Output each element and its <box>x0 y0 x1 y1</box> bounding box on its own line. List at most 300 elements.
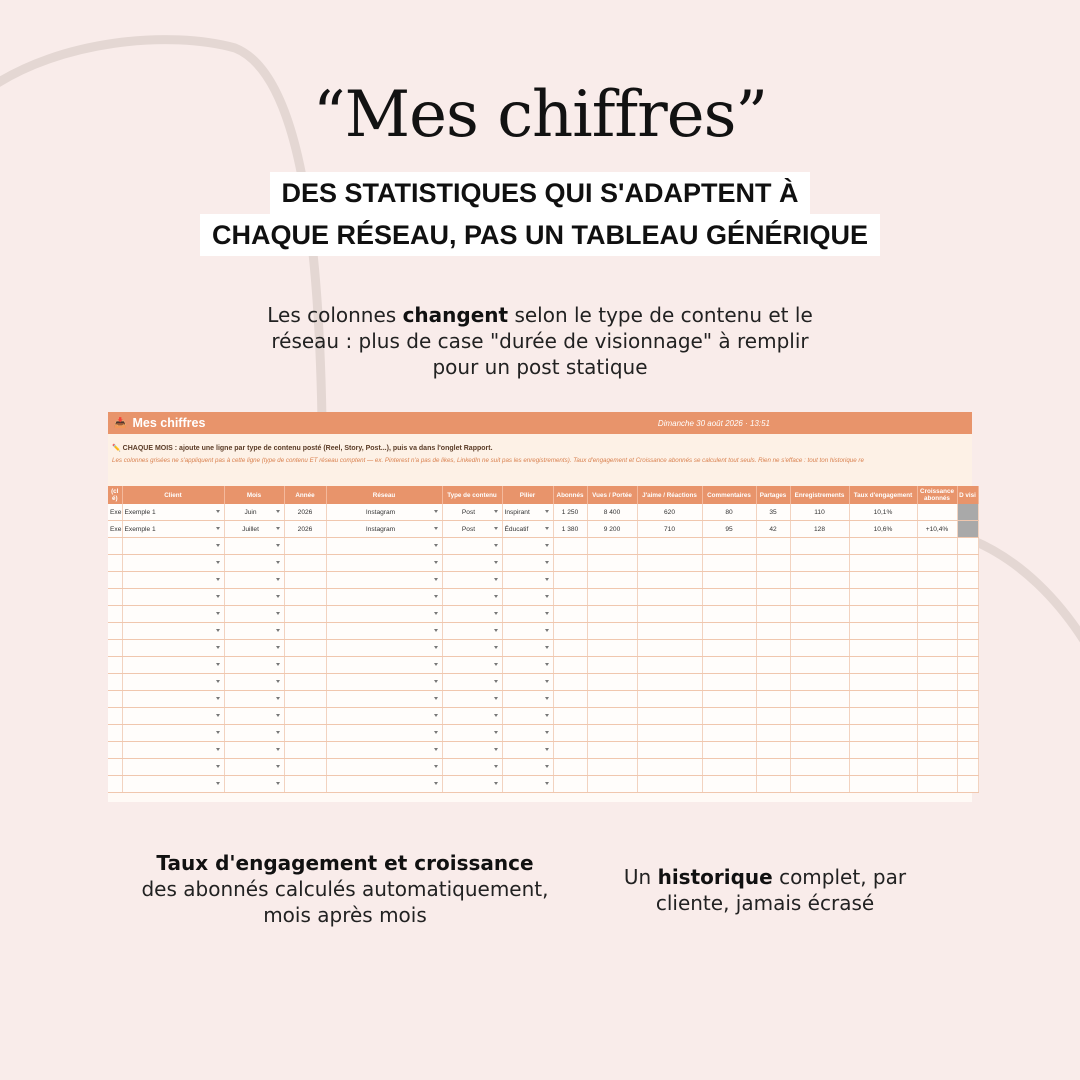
dropdown-cell[interactable] <box>122 623 224 640</box>
table-cell[interactable]: 1 380 <box>553 521 587 538</box>
dropdown-cell[interactable] <box>224 657 284 674</box>
column-header[interactable]: Type de contenu <box>442 486 502 504</box>
dropdown-cell[interactable] <box>442 606 502 623</box>
table-cell[interactable] <box>917 708 957 725</box>
table-cell[interactable] <box>553 589 587 606</box>
dropdown-cell[interactable] <box>326 555 442 572</box>
table-cell[interactable] <box>284 572 326 589</box>
table-cell[interactable] <box>284 606 326 623</box>
table-cell[interactable] <box>702 657 756 674</box>
table-cell[interactable] <box>587 725 637 742</box>
dropdown-cell[interactable] <box>224 674 284 691</box>
table-cell[interactable] <box>917 555 957 572</box>
dropdown-cell[interactable] <box>326 657 442 674</box>
table-cell[interactable] <box>957 674 978 691</box>
intro-part-2: selon le type de contenu et le réseau : plus de case "durée de visionnage" à remplir pour un post statique <box>271 303 813 379</box>
table-cell[interactable] <box>790 708 849 725</box>
dropdown-cell[interactable] <box>326 538 442 555</box>
dropdown-cell[interactable] <box>326 606 442 623</box>
dropdown-cell[interactable] <box>442 742 502 759</box>
table-cell[interactable] <box>917 725 957 742</box>
page-title: “Mes chiffres” <box>312 78 768 152</box>
dropdown-cell[interactable] <box>502 555 553 572</box>
dropdown-cell[interactable] <box>442 725 502 742</box>
dropdown-cell[interactable] <box>122 555 224 572</box>
table-cell[interactable] <box>108 572 122 589</box>
table-cell[interactable] <box>284 538 326 555</box>
column-header[interactable]: Pilier <box>502 486 553 504</box>
table-cell[interactable] <box>702 623 756 640</box>
table-cell[interactable] <box>849 538 917 555</box>
table-cell[interactable] <box>756 572 790 589</box>
table-cell[interactable] <box>756 640 790 657</box>
table-cell[interactable] <box>553 742 587 759</box>
table-cell[interactable] <box>284 742 326 759</box>
table-cell[interactable] <box>790 725 849 742</box>
dropdown-cell[interactable] <box>502 742 553 759</box>
dropdown-cell[interactable] <box>224 606 284 623</box>
dropdown-cell[interactable] <box>122 759 224 776</box>
table-cell[interactable] <box>637 623 702 640</box>
dropdown-cell[interactable] <box>442 623 502 640</box>
table-cell[interactable] <box>957 572 978 589</box>
dropdown-cell[interactable] <box>502 691 553 708</box>
table-cell[interactable] <box>702 555 756 572</box>
dropdown-cell[interactable]: Instagram <box>326 521 442 538</box>
table-cell[interactable]: 2026 <box>284 504 326 521</box>
table-cell[interactable]: 80 <box>702 504 756 521</box>
table-cell[interactable] <box>917 589 957 606</box>
table-cell[interactable] <box>849 691 917 708</box>
table-cell[interactable] <box>108 691 122 708</box>
table-cell[interactable] <box>637 572 702 589</box>
dropdown-cell[interactable] <box>224 776 284 793</box>
table-cell[interactable] <box>756 708 790 725</box>
table-cell[interactable] <box>790 691 849 708</box>
dropdown-cell[interactable] <box>122 572 224 589</box>
dropdown-cell[interactable] <box>326 725 442 742</box>
table-cell[interactable] <box>553 555 587 572</box>
column-header[interactable]: Partages <box>756 486 790 504</box>
dropdown-cell[interactable] <box>326 589 442 606</box>
table-cell[interactable] <box>553 674 587 691</box>
table-cell[interactable] <box>108 555 122 572</box>
table-cell[interactable] <box>957 776 978 793</box>
table-cell[interactable] <box>587 623 637 640</box>
table-cell[interactable] <box>553 640 587 657</box>
table-cell[interactable] <box>587 589 637 606</box>
table-cell[interactable] <box>284 776 326 793</box>
table-cell[interactable] <box>637 606 702 623</box>
table-cell[interactable] <box>756 759 790 776</box>
table-cell[interactable] <box>284 555 326 572</box>
table-row <box>108 572 978 589</box>
table-cell[interactable] <box>553 606 587 623</box>
table-cell[interactable] <box>587 555 637 572</box>
dropdown-cell[interactable] <box>502 606 553 623</box>
dropdown-cell[interactable] <box>224 555 284 572</box>
table-cell[interactable] <box>637 708 702 725</box>
table-cell[interactable] <box>702 640 756 657</box>
table-cell[interactable] <box>637 640 702 657</box>
dropdown-cell[interactable] <box>502 640 553 657</box>
dropdown-cell[interactable] <box>224 759 284 776</box>
dropdown-cell[interactable] <box>442 708 502 725</box>
table-cell[interactable] <box>917 674 957 691</box>
table-cell[interactable] <box>553 776 587 793</box>
table-cell[interactable] <box>790 589 849 606</box>
table-cell[interactable] <box>756 691 790 708</box>
table-cell[interactable] <box>849 776 917 793</box>
table-cell[interactable] <box>957 538 978 555</box>
dropdown-cell[interactable] <box>224 538 284 555</box>
table-cell[interactable] <box>790 742 849 759</box>
table-cell[interactable] <box>702 538 756 555</box>
table-cell[interactable] <box>957 657 978 674</box>
table-cell[interactable] <box>756 555 790 572</box>
table-cell[interactable]: 95 <box>702 521 756 538</box>
table-cell[interactable] <box>702 674 756 691</box>
table-cell[interactable] <box>957 623 978 640</box>
table-cell[interactable] <box>553 759 587 776</box>
table-cell[interactable] <box>284 623 326 640</box>
dropdown-cell[interactable] <box>224 623 284 640</box>
table-cell[interactable] <box>108 606 122 623</box>
table-cell[interactable] <box>849 657 917 674</box>
table-cell[interactable]: 1 250 <box>553 504 587 521</box>
dropdown-cell[interactable] <box>326 776 442 793</box>
column-header[interactable]: Année <box>284 486 326 504</box>
table-cell[interactable] <box>587 742 637 759</box>
dropdown-cell[interactable] <box>122 657 224 674</box>
spreadsheet-icon: 📥 <box>114 417 127 429</box>
sheet-header <box>108 412 972 434</box>
column-header[interactable]: Taux d'engagement <box>849 486 917 504</box>
column-header[interactable]: Enregistrements <box>790 486 849 504</box>
table-cell[interactable] <box>849 606 917 623</box>
dropdown-cell[interactable] <box>442 691 502 708</box>
table-cell[interactable] <box>756 589 790 606</box>
table-cell[interactable] <box>702 691 756 708</box>
dropdown-cell[interactable] <box>326 691 442 708</box>
table-cell[interactable] <box>917 572 957 589</box>
table-cell[interactable] <box>702 742 756 759</box>
table-cell[interactable] <box>587 708 637 725</box>
table-cell[interactable] <box>957 555 978 572</box>
dropdown-cell[interactable] <box>442 538 502 555</box>
table-cell[interactable] <box>756 776 790 793</box>
dropdown-cell[interactable] <box>122 589 224 606</box>
table-cell[interactable]: 110 <box>790 504 849 521</box>
table-cell[interactable] <box>957 759 978 776</box>
table-cell[interactable] <box>790 538 849 555</box>
table-cell[interactable] <box>917 606 957 623</box>
dropdown-cell[interactable]: Inspirant <box>502 504 553 521</box>
table-cell[interactable] <box>957 725 978 742</box>
table-cell[interactable] <box>284 657 326 674</box>
table-cell[interactable] <box>849 674 917 691</box>
table-cell[interactable] <box>108 640 122 657</box>
table-cell[interactable] <box>284 708 326 725</box>
table-cell[interactable] <box>587 759 637 776</box>
table-cell[interactable] <box>637 776 702 793</box>
table-cell[interactable]: 8 400 <box>587 504 637 521</box>
dropdown-cell[interactable] <box>326 640 442 657</box>
dropdown-cell[interactable] <box>442 674 502 691</box>
table-cell[interactable] <box>790 657 849 674</box>
table-cell[interactable]: Exe <box>108 504 122 521</box>
dropdown-cell[interactable] <box>122 674 224 691</box>
dropdown-cell[interactable] <box>502 623 553 640</box>
table-cell[interactable] <box>587 657 637 674</box>
table-cell[interactable] <box>702 589 756 606</box>
dropdown-cell[interactable] <box>224 708 284 725</box>
dropdown-cell[interactable] <box>442 589 502 606</box>
table-cell[interactable] <box>587 606 637 623</box>
table-cell[interactable] <box>917 640 957 657</box>
table-cell[interactable] <box>587 691 637 708</box>
table-cell[interactable] <box>790 572 849 589</box>
table-cell[interactable] <box>553 572 587 589</box>
dropdown-cell[interactable] <box>122 606 224 623</box>
feature-left-bold: Taux d'engagement et croissance <box>156 851 534 875</box>
table-cell[interactable] <box>957 504 978 521</box>
table-cell[interactable] <box>108 759 122 776</box>
table-cell[interactable] <box>849 572 917 589</box>
dropdown-cell[interactable] <box>224 691 284 708</box>
table-cell[interactable] <box>756 538 790 555</box>
table-cell[interactable] <box>587 640 637 657</box>
table-cell[interactable] <box>637 691 702 708</box>
table-cell[interactable]: 35 <box>756 504 790 521</box>
column-header[interactable]: Vues / Portée <box>587 486 637 504</box>
table-cell[interactable] <box>917 776 957 793</box>
table-cell[interactable] <box>587 674 637 691</box>
dropdown-cell[interactable]: Post <box>442 521 502 538</box>
table-cell[interactable]: 42 <box>756 521 790 538</box>
table-cell[interactable] <box>284 725 326 742</box>
table-row <box>108 521 978 538</box>
table-cell[interactable] <box>702 572 756 589</box>
table-cell[interactable] <box>917 742 957 759</box>
table-cell[interactable] <box>957 691 978 708</box>
table-cell[interactable] <box>756 606 790 623</box>
table-cell[interactable] <box>553 708 587 725</box>
dropdown-cell[interactable] <box>122 640 224 657</box>
table-cell[interactable] <box>790 623 849 640</box>
column-header[interactable]: Abonnés <box>553 486 587 504</box>
table-cell[interactable] <box>637 742 702 759</box>
dropdown-cell[interactable]: Exemple 1 <box>122 504 224 521</box>
table-cell[interactable] <box>917 504 957 521</box>
table-cell[interactable] <box>637 759 702 776</box>
column-header[interactable]: Croissance abonnés <box>917 486 957 504</box>
table-cell[interactable] <box>108 742 122 759</box>
table-cell[interactable] <box>284 759 326 776</box>
table-cell[interactable]: +10,4% <box>917 521 957 538</box>
dropdown-cell[interactable] <box>326 674 442 691</box>
table-cell[interactable] <box>284 674 326 691</box>
table-cell[interactable] <box>702 759 756 776</box>
table-cell[interactable] <box>756 725 790 742</box>
dropdown-cell[interactable] <box>122 776 224 793</box>
table-cell[interactable] <box>108 623 122 640</box>
table-cell[interactable] <box>917 538 957 555</box>
table-cell[interactable] <box>553 657 587 674</box>
table-cell[interactable] <box>702 776 756 793</box>
dropdown-cell[interactable] <box>502 589 553 606</box>
dropdown-cell[interactable] <box>224 572 284 589</box>
table-cell[interactable] <box>849 708 917 725</box>
table-cell[interactable]: 128 <box>790 521 849 538</box>
table-row <box>108 555 978 572</box>
dropdown-cell[interactable] <box>122 708 224 725</box>
column-header[interactable]: Mois <box>224 486 284 504</box>
table-cell[interactable] <box>849 589 917 606</box>
table-cell[interactable]: 10,1% <box>849 504 917 521</box>
dropdown-cell[interactable] <box>502 657 553 674</box>
dropdown-cell[interactable] <box>502 572 553 589</box>
table-cell[interactable] <box>790 640 849 657</box>
table-cell[interactable]: 620 <box>637 504 702 521</box>
table-cell[interactable] <box>108 657 122 674</box>
table-cell[interactable] <box>587 776 637 793</box>
table-cell[interactable] <box>702 725 756 742</box>
table-cell[interactable] <box>917 759 957 776</box>
dropdown-cell[interactable] <box>326 572 442 589</box>
table-cell[interactable] <box>587 572 637 589</box>
dropdown-cell[interactable] <box>442 657 502 674</box>
dropdown-cell[interactable] <box>326 708 442 725</box>
table-cell[interactable] <box>284 589 326 606</box>
dropdown-cell[interactable] <box>442 572 502 589</box>
column-header[interactable]: (cl é) <box>108 486 122 504</box>
table-cell[interactable] <box>637 538 702 555</box>
table-cell[interactable] <box>284 691 326 708</box>
table-cell[interactable] <box>108 674 122 691</box>
table-cell[interactable]: 9 200 <box>587 521 637 538</box>
table-cell[interactable] <box>790 776 849 793</box>
dropdown-cell[interactable] <box>326 742 442 759</box>
feature-left-text: des abonnés calculés automatiquement, mois après mois <box>141 877 549 927</box>
table-cell[interactable] <box>108 725 122 742</box>
table-cell[interactable] <box>637 657 702 674</box>
table-cell[interactable] <box>108 776 122 793</box>
table-cell[interactable] <box>957 742 978 759</box>
dropdown-cell[interactable]: Juin <box>224 504 284 521</box>
table-cell[interactable]: 10,6% <box>849 521 917 538</box>
table-row <box>108 674 978 691</box>
dropdown-cell[interactable]: Exemple 1 <box>122 521 224 538</box>
table-cell[interactable] <box>917 691 957 708</box>
column-header[interactable]: Client <box>122 486 224 504</box>
table-cell[interactable] <box>108 708 122 725</box>
table-cell[interactable] <box>284 640 326 657</box>
table-cell[interactable] <box>849 725 917 742</box>
column-header[interactable]: J'aime / Réactions <box>637 486 702 504</box>
table-cell[interactable] <box>917 657 957 674</box>
table-cell[interactable] <box>957 708 978 725</box>
feature-right-part-2: complet, par cliente, jamais écrasé <box>655 865 907 915</box>
dropdown-cell[interactable] <box>326 759 442 776</box>
table-cell[interactable] <box>957 606 978 623</box>
table-cell[interactable] <box>587 538 637 555</box>
table-cell[interactable] <box>849 742 917 759</box>
dropdown-cell[interactable] <box>442 555 502 572</box>
dropdown-cell[interactable] <box>442 640 502 657</box>
table-cell[interactable]: 2026 <box>284 521 326 538</box>
dropdown-cell[interactable] <box>224 640 284 657</box>
table-cell[interactable] <box>849 623 917 640</box>
dropdown-cell[interactable] <box>122 742 224 759</box>
table-cell[interactable] <box>637 555 702 572</box>
table-cell[interactable] <box>108 538 122 555</box>
dropdown-cell[interactable]: Éducatif <box>502 521 553 538</box>
table-cell[interactable] <box>553 538 587 555</box>
dropdown-cell[interactable] <box>502 759 553 776</box>
dropdown-cell[interactable] <box>122 691 224 708</box>
table-cell[interactable] <box>957 521 978 538</box>
table-cell[interactable] <box>849 759 917 776</box>
table-cell[interactable] <box>756 657 790 674</box>
notice-detail: Les colonnes grisées ne s'appliquent pas à cette ligne (type de contenu ET réseau comptent — ex. Pinterest n'a pas de likes, LinkedIn ne suit pas les enregistrements). Taux d'engagement et Croissance abonnés se calculent tout seuls. Rien ne s'efface : tout ton historique re <box>112 457 864 464</box>
table-cell[interactable] <box>957 589 978 606</box>
table-cell[interactable] <box>957 640 978 657</box>
dropdown-cell[interactable] <box>502 538 553 555</box>
table-cell[interactable] <box>553 725 587 742</box>
dropdown-cell[interactable] <box>442 776 502 793</box>
dropdown-cell[interactable] <box>224 589 284 606</box>
table-cell[interactable] <box>756 742 790 759</box>
dropdown-cell[interactable] <box>502 708 553 725</box>
dropdown-cell[interactable] <box>224 742 284 759</box>
table-cell[interactable] <box>553 691 587 708</box>
dropdown-cell[interactable] <box>502 674 553 691</box>
table-cell[interactable] <box>702 606 756 623</box>
column-header[interactable]: D visi <box>957 486 978 504</box>
column-header[interactable]: Réseau <box>326 486 442 504</box>
table-cell[interactable]: 710 <box>637 521 702 538</box>
table-cell[interactable] <box>790 674 849 691</box>
dropdown-cell[interactable]: Instagram <box>326 504 442 521</box>
dropdown-cell[interactable]: Post <box>442 504 502 521</box>
table-cell[interactable] <box>637 589 702 606</box>
dropdown-cell[interactable] <box>442 759 502 776</box>
dropdown-cell[interactable] <box>224 725 284 742</box>
table-cell[interactable] <box>790 555 849 572</box>
table-cell[interactable] <box>637 674 702 691</box>
table-cell[interactable] <box>849 555 917 572</box>
dropdown-cell[interactable] <box>122 538 224 555</box>
table-cell[interactable] <box>553 623 587 640</box>
table-cell[interactable] <box>756 623 790 640</box>
dropdown-cell[interactable] <box>502 776 553 793</box>
table-cell[interactable] <box>790 759 849 776</box>
column-header[interactable]: Commentaires <box>702 486 756 504</box>
table-cell[interactable]: Exe <box>108 521 122 538</box>
dropdown-cell[interactable] <box>326 623 442 640</box>
table-cell[interactable] <box>917 623 957 640</box>
table-cell[interactable] <box>702 708 756 725</box>
dropdown-cell[interactable] <box>502 725 553 742</box>
table-cell[interactable] <box>637 725 702 742</box>
dropdown-cell[interactable]: Juillet <box>224 521 284 538</box>
table-cell[interactable] <box>790 606 849 623</box>
table-cell[interactable] <box>756 674 790 691</box>
table-cell[interactable] <box>849 640 917 657</box>
dropdown-cell[interactable] <box>122 725 224 742</box>
table-cell[interactable] <box>108 589 122 606</box>
